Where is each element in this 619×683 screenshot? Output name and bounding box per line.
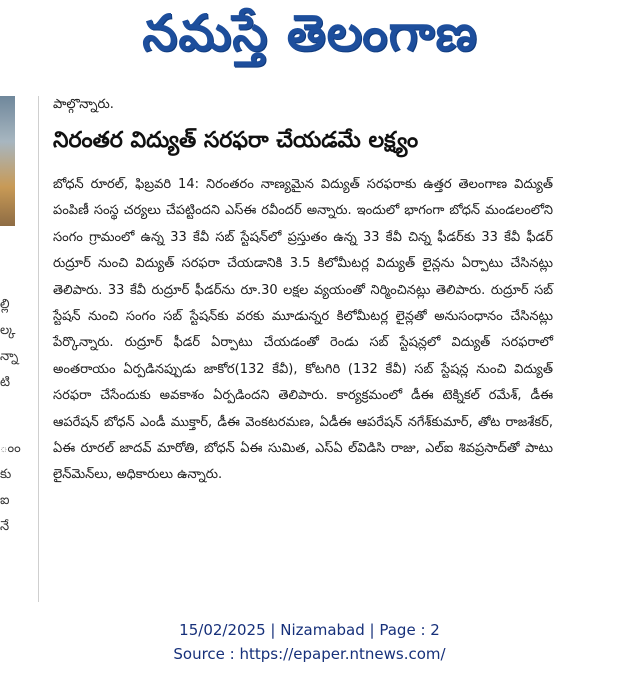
footer-separator: | — [369, 621, 380, 639]
fragment-text: ల్లి — [0, 297, 10, 312]
footer-separator: | — [270, 621, 281, 639]
article-clipping — [0, 96, 560, 606]
adjacent-photo-fragment — [0, 96, 15, 226]
article-headline: నిరంతర విద్యుత్ సరఫరా చేయడమే లక్ష్యం — [53, 128, 419, 153]
footer-source: Source : https://epaper.ntnews.com/ — [173, 645, 446, 663]
footer-date: 15/02/2025 — [179, 621, 266, 639]
previous-article-ending: పాల్గొన్నారు. — [53, 97, 114, 112]
fragment-text: నే — [0, 519, 10, 534]
clipping-footer — [0, 618, 619, 666]
footer-edition: Nizamabad — [280, 621, 365, 639]
article-body: బోధన్ రూరల్, ఫిబ్రవరి 14: నిరంతరం నాణ్యమైన విద్యుత్ సరఫరాకు ఉత్తర తెలంగాణ విద్యుత్ పంపిణీ సంస్థ చర్యలు చేపట్టిందని ఎస్ఈ రవీందర్ అన్నారు. ఇందులో భాగంగా బోధన్ మండలంలోని సంగం గ్రామంలో ఉన్న 33 కేవీ సబ్ స్టేషన్‌లో ప్రస్తుతం ఉన్న 33 కేవీ చిన్న ఫీడర్‌కు 33 కేవీ ఫీడర్ రుద్రూర్ నుంచి విద్యుత్ సరఫరా చేయడానికి 3.5 కిలోమీటర్ల విద్యుత్ లైన్లను ఏర్పాటు చేసినట్లు తెలిపారు. 33 కేవీ రుద్రూర్ ఫీడర్‌ను రూ.30 లక్షల వ్యయంతో నిర్మించినట్లు తెలిపారు. రుద్రూర్ సబ్ స్టేషన్ నుంచి సంగం సబ్ స్టేషన్‌కు వరకు మూడున్నర కిలోమీటర్ల లైన్లతో అనుసంధానం చేసినట్లు పేర్కొన్నారు. రుద్రూర్ ఫీడర్ ఏర్పాటు చేయడంతో రెండు సబ్ స్టేషన్లలో విద్యుత్ సరఫరాలో అంతరాయం ఏర్పడినప్పుడు జాకోర(132 కేవీ), కోటగిరి (132 కేవీ) సబ్ స్టేషన్ల నుంచి విద్యుత్ సరఫరా చేసేందుకు అవకాశం ఏర్పడిందని తెలిపారు. కార్యక్రమంలో డీఈ టెక్నికల్ రమేశ్, డీఈ ఆపరేషన్ బోధన్ ఎండీ ముక్తార్, డీఈ వెంకటరమణ, ఏడీఈ ఆపరేషన్ నగేశ్‌కుమార్, తోట రాజశేకర్, ఏఈ రూరల్ జాదవ్ మారోతి, బోధన్ ఏఈ సుమిత, ఎస్ఏ ల్‌విడిసి రాజు, ఎల్ఐ శివప్రసాద్‌తో పాటు లైన్‌మెన్‌లు, అధికారులు ఉన్నారు. — [53, 177, 553, 483]
newspaper-masthead: నమస్తే తెలంగాణ — [142, 3, 478, 62]
footer-meta-line — [0, 618, 619, 642]
fragment-text: కు — [0, 467, 12, 482]
fragment-text: ల్క — [0, 323, 16, 338]
column-divider — [38, 96, 39, 602]
fragment-text: ంం — [0, 441, 21, 456]
fragment-text: న్నా — [0, 349, 19, 364]
fragment-gap — [0, 396, 15, 436]
adjacent-column-fragments — [0, 292, 21, 540]
fragment-text: టి — [0, 375, 11, 390]
fragment-text: ఐ — [0, 493, 10, 508]
footer-page: Page : 2 — [379, 621, 440, 639]
article — [53, 96, 553, 489]
